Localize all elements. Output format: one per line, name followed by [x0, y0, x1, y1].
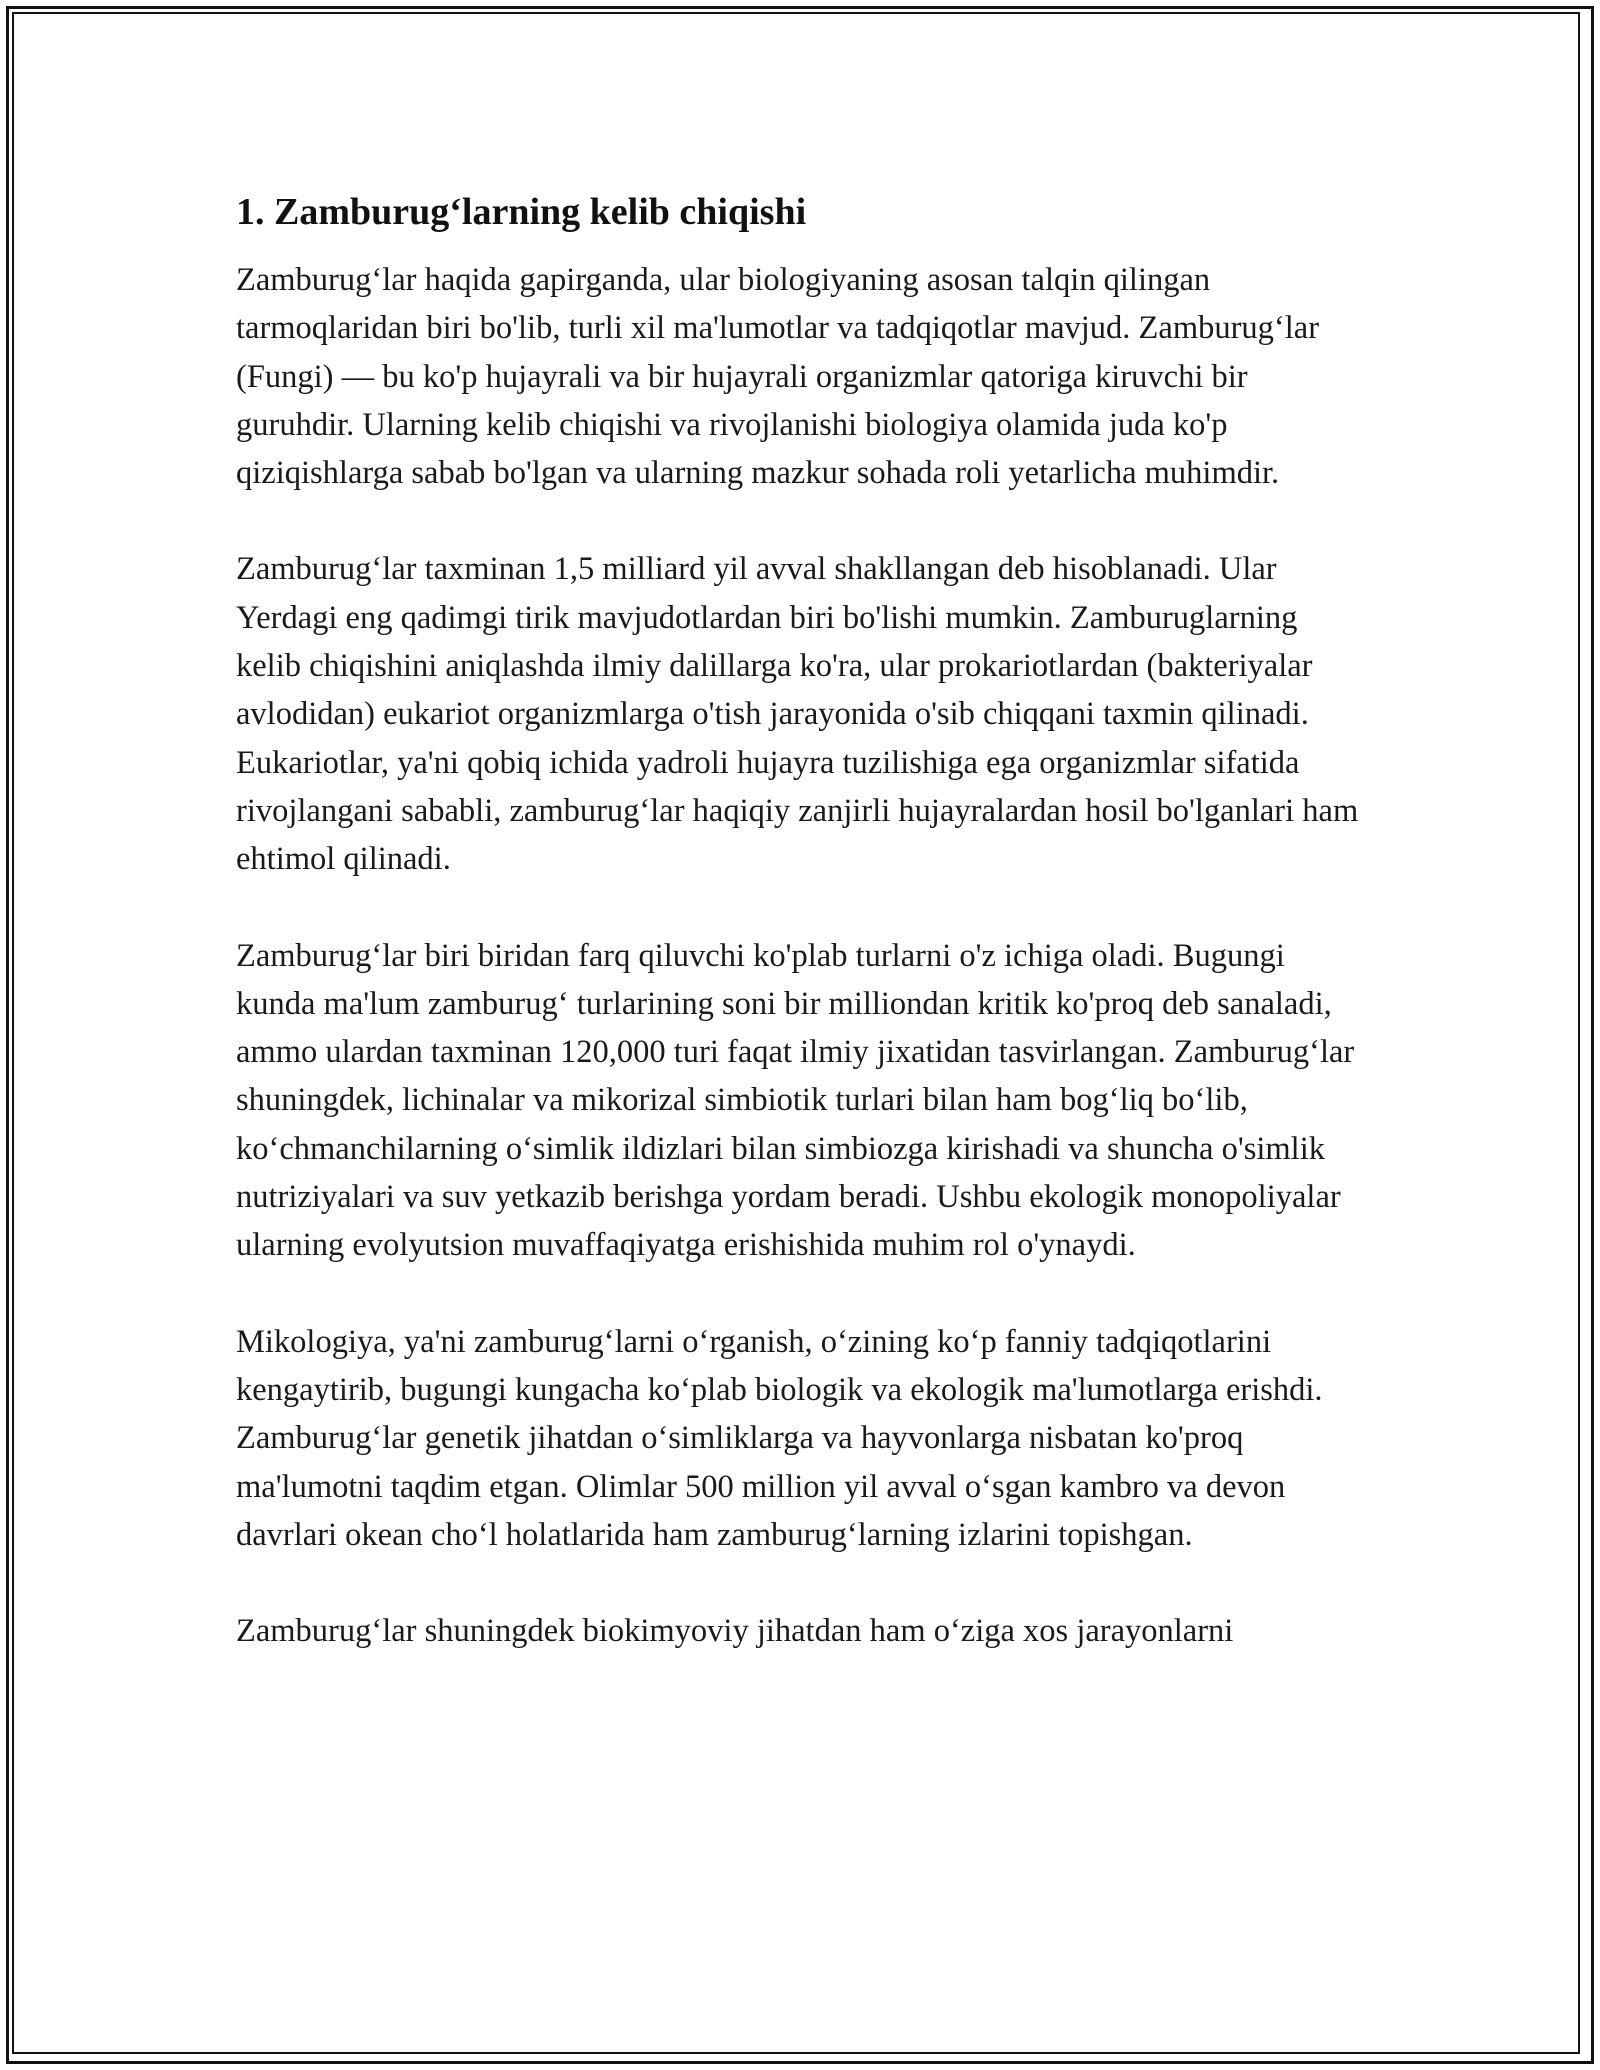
paragraph-3: Zamburug‘lar biri biridan farq qiluvchi ko'plab turlarni o'z ichiga oladi. Bugungi kunda ma'lum zamburug‘ turlarining soni bir milliondan kritik ko'proq deb sanaladi, ammo ulardan taxminan 120,000 turi faqat ilmiy jixatidan tasvirlangan. Zamburug‘lar shuningdek, lichinalar va mikorizal simbiotik turlari bilan ham bog‘liq bo‘lib, ko‘chmanchilarning o‘simlik ildizlari bilan simbiozga kirishadi va shuncha o'simlik nutriziyalari va suv yetkazib berishga yordam beradi. Ushbu ekologik monopoliyalar ularning evolyutsion muvaffaqiyatga erishishida muhim rol o'ynaydi.: [236, 937, 1355, 1264]
paragraph-5: Zamburug‘lar shuningdek biokimyoviy jihatdan ham o‘ziga xos jarayonlarni: [236, 1613, 1234, 1650]
paragraph-2: Zamburug‘lar taxminan 1,5 milliard yil avval shakllangan deb hisoblanadi. Ular Yerdagi eng qadimgi tirik mavjudotlardan biri bo'lishi mumkin. Zamburuglarning kelib chiqishini aniqlashda ilmiy dalillarga ko'ra, ular prokariotlardan (bakteriyalar avlodidan) eukariot organizmlarga o'tish jarayonida o'sib chiqqani taxmin qilinadi. Eukariotlar, ya'ni qobiq ichida yadroli hujayra tuzilishiga ega organizmlar sifatida rivojlangani sababli, zamburug‘lar haqiqiy zanjirli hujayralardan hosil bo'lganlari ham ehtimol qilinadi.: [236, 551, 1359, 878]
document-body: [236, 186, 1366, 1655]
section-heading: 1. Zamburug‘larning kelib chiqishi: [236, 191, 807, 233]
paragraph-1: Zamburug‘lar haqida gapirganda, ular biologiyaning asosan talqin qilingan tarmoqlaridan biri bo'lib, turli xil ma'lumotlar va tadqiqotlar mavjud. Zamburug‘lar (Fungi) — bu ko'p hujayrali va bir hujayrali organizmlar qatoriga kiruvchi bir guruhdir. Ularning kelib chiqishi va rivojlanishi biologiya olamida juda ko'p qiziqishlarga sabab bo'lgan va ularning mazkur sohada roli yetarlicha muhimdir.: [236, 262, 1320, 492]
paragraph-4: Mikologiya, ya'ni zamburug‘larni o‘rganish, o‘zining ko‘p fanniy tadqiqotlarini kengaytirib, bugungi kungacha ko‘plab biologik va ekologik ma'lumotlarga erishdi. Zamburug‘lar genetik jihatdan o‘simliklarga va hayvonlarga nisbatan ko'proq ma'lumotni taqdim etgan. Olimlar 500 million yil avval o‘sgan kambro va devon davrlari okean cho‘l holatlarida ham zamburug‘larning izlarini topishgan.: [236, 1323, 1323, 1553]
